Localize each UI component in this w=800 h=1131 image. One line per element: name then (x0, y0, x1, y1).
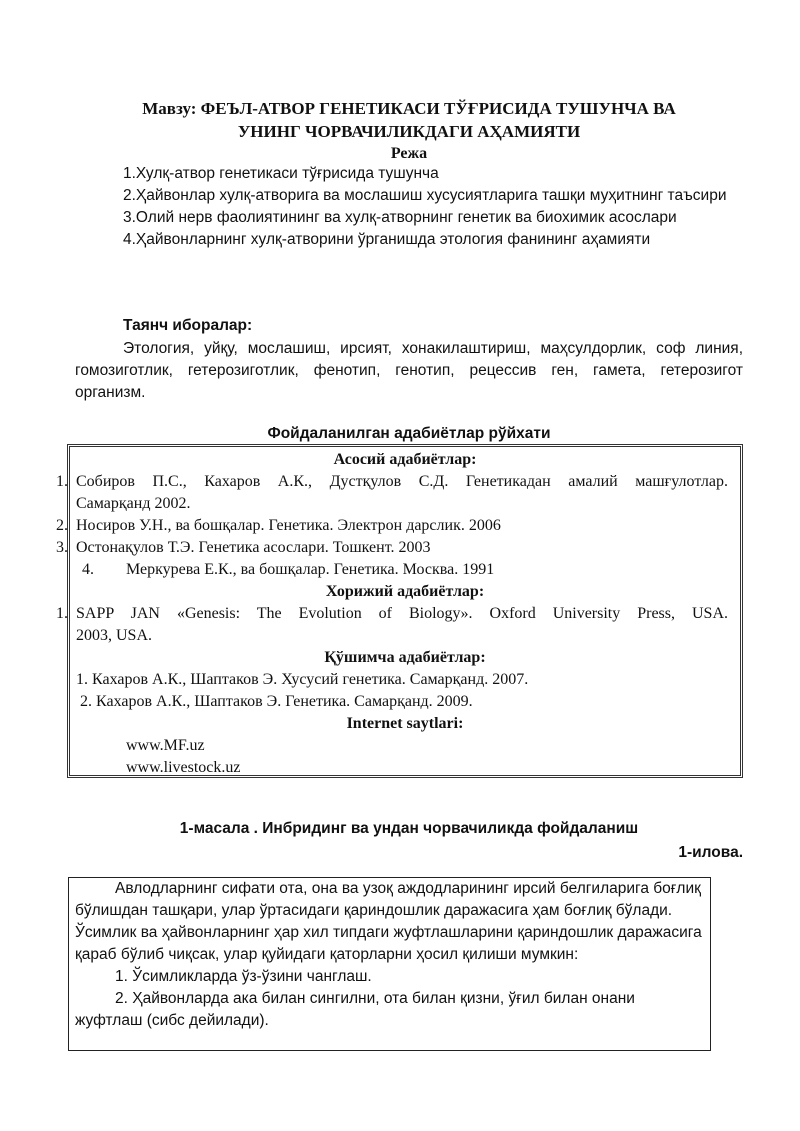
foreign-literature-heading: Хорижий адабиётлар: (325, 583, 485, 600)
task-item-2: 2. Ҳайвонларда ака билан сингилни, ота билан қизни, ўғил билан онани жуфтлаш (сибс дейилади). (75, 990, 635, 1029)
page-title (75, 97, 743, 143)
list-number: 1. (56, 605, 68, 622)
internet-heading: Internet saytlari: (346, 715, 464, 732)
extra-item-1: 1. Кахаров А.К., Шаптаков Э. Хусусий генетика. Самарқанд. 2007. (76, 671, 529, 688)
list-number: 4. (82, 561, 94, 578)
plan-item-1: 1.Хулқ-атвор генетикаси тўғрисида тушунча (123, 165, 439, 182)
keywords-text: Этология, уйқу, мослашиш, ирсият, хонакилаштириш, маҳсулдорлик, соф линия, гомозиготлик, гетерозиготлик, фенотип, генотип, рецессив ген, гамета, гетерозигот организм. (75, 340, 743, 401)
list-number: 3. (56, 539, 68, 556)
foreign-item-1-cont: 2003, USA. (76, 627, 153, 644)
title-line-1: Мавзу: ФЕЪЛ-АТВОР ГЕНЕТИКАСИ ТЎҒРИСИДА ТУШУНЧА ВА (142, 99, 676, 118)
task-item-1: 1. Ўсимликларда ўз-ўзини чанглаш. (115, 968, 372, 985)
main-literature-heading: Асосий адабиётлар: (333, 451, 477, 468)
plan-item-3: 3.Олий нерв фаолиятининг ва хулқ-атворнинг генетик ва биохимик асослари (123, 209, 677, 226)
plan-item-2: 2.Ҳайвонлар хулқ-атворига ва мослашиш хусусиятларига ташқи муҳитнинг таъсири (123, 187, 727, 204)
task-paragraph: Авлодларнинг сифати ота, она ва узоқ аждодларининг ирсий белгиларига боғлиқ бўлишдан ташқари, улар ўртасидаги қариндошлик даражасига ҳам боғлиқ бўлади. Ўсимлик ва ҳайвонларнинг ҳар хил типдаги жуфтлашларини қариндошлик даражасига қараб бўлиб чиқсак, улар қуйидаги қаторларни ҳосил қилиши мумкин: (75, 880, 702, 963)
literature-item-1: Собиров П.С., Кахаров А.К., Дустқулов С.Д. Генетикадан амалий машғулотлар. (76, 473, 728, 490)
literature-item-2: Носиров У.Н., ва бошқалар. Генетика. Электрон дарслик. 2006 (76, 517, 501, 534)
website-link[interactable]: www.MF.uz (126, 737, 205, 754)
plan-list (75, 163, 743, 251)
literature-item-4: Меркурева Е.К., ва бошқалар. Генетика. Москва. 1991 (126, 561, 495, 578)
task-box (68, 877, 711, 1051)
plan-item-4: 4.Ҳайвонларнинг хулқ-атворини ўрганишда этология фанининг аҳамияти (123, 231, 651, 248)
list-number: 1. (56, 473, 68, 490)
title-line-2: УНИНГ ЧОРВАЧИЛИКДАГИ АҲАМИЯТИ (237, 122, 581, 141)
literature-item-3: Остонақулов Т.Э. Генетика асослари. Тошкент. 2003 (76, 539, 431, 556)
website-link[interactable]: www.livestock.uz (126, 759, 241, 776)
plan-heading: Режа (390, 145, 428, 162)
task-title: 1-масала . Инбридинг ва ундан чорвачиликда фойдаланиш (179, 820, 639, 837)
keywords-heading: Таянч иборалар: (123, 317, 253, 334)
extra-item-2: 2. Кахаров А.К., Шаптаков Э. Генетика. Самарқанд. 2009. (76, 693, 473, 710)
appendix-label: 1-илова. (678, 844, 743, 861)
literature-item-1-cont: Самарқанд 2002. (76, 495, 191, 512)
literature-heading: Фойдаланилган адабиётлар рўйхати (267, 425, 551, 442)
literature-box (56, 444, 743, 778)
extra-literature-heading: Қўшимча адабиётлар: (324, 649, 486, 666)
foreign-item-1: SAPP JAN «Genesis: The Evolution of Biology». Oxford University Press, USA. (76, 605, 728, 622)
list-number: 2. (56, 517, 68, 534)
